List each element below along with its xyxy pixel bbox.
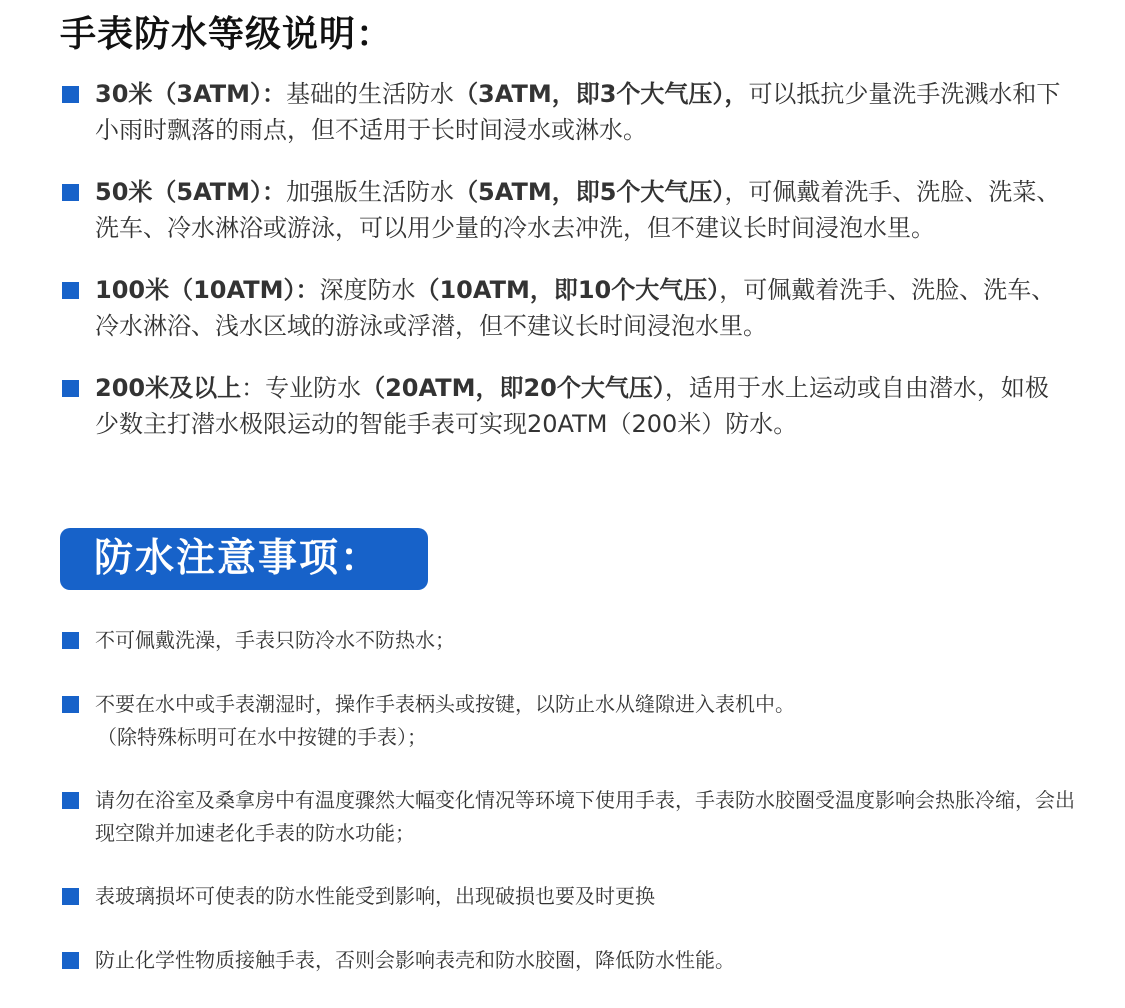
notice-item-temperature: [60, 784, 1080, 850]
square-bullet-icon: [62, 888, 79, 905]
rating-label: 100米（10ATM）：: [95, 276, 320, 304]
square-bullet-icon: [62, 696, 79, 713]
rating-lead: 基础的生活防水: [286, 80, 455, 108]
rating-atm: （5ATM，即5个大气压）: [454, 178, 725, 206]
rating-lead: 加强版生活防水: [286, 178, 455, 206]
rating-atm: （20ATM，即20个大气压）: [361, 374, 665, 402]
rating-atm: （10ATM，即10个大气压）: [415, 276, 720, 304]
notice-text: 不要在水中或手表潮湿时，操作手表柄头或按键，以防止水从缝隙进入表机中。: [95, 692, 795, 716]
rating-text: ，可佩戴着洗手、洗脸、洗车、冷水淋浴、浅水区域的游泳或浮潜，但不建议长时间浸泡水里。: [95, 276, 1056, 340]
rating-text: ，可佩戴着洗手、洗脸、洗菜、洗车、冷水淋浴或游泳，可以用少量的冷水去冲洗，但不建议长时间浸泡水里。: [95, 178, 1061, 242]
rating-text: ，适用于水上运动或自由潜水，如极少数主打潜水极限运动的智能手表可实现20ATM（200米）防水。: [95, 374, 1049, 438]
notice-text: 请勿在浴室及桑拿房中有温度骤然大幅变化情况等环境下使用手表，手表防水胶圈受温度影响会热胀冷缩，会出现空隙并加速老化手表的防水功能；: [95, 788, 1075, 845]
rating-label: 50米（5ATM）：: [95, 178, 287, 206]
rating-atm: （3ATM，即3个大气压），: [454, 80, 749, 108]
rating-lead: ：专业防水: [241, 374, 362, 402]
rating-label: 30米（3ATM）：: [95, 80, 287, 108]
notice-item-chemicals: [60, 944, 1080, 977]
notice-text: 表玻璃损坏可使表的防水性能受到影响，出现破损也要及时更换: [95, 884, 655, 908]
square-bullet-icon: [62, 380, 79, 397]
notice-title-badge: 防水注意事项：: [60, 528, 428, 590]
notice-item-no-buttons: [60, 688, 1080, 754]
notice-item-no-bathing: [60, 624, 1080, 657]
notice-list: [60, 624, 1080, 977]
rating-text: 可以抵抗少量洗手洗溅水和下小雨时飘落的雨点，但不适用于长时间浸水或淋水。: [95, 80, 1061, 144]
rating-label: 200米及以上: [95, 374, 242, 402]
rating-item-200m: [60, 370, 1070, 442]
square-bullet-icon: [62, 184, 79, 201]
rating-lead: 深度防水: [319, 276, 416, 304]
rating-item-50m: [60, 174, 1070, 246]
square-bullet-icon: [62, 952, 79, 969]
square-bullet-icon: [62, 792, 79, 809]
section-title-ratings: 手表防水等级说明：: [60, 14, 394, 55]
ratings-list: [60, 76, 1070, 468]
square-bullet-icon: [62, 282, 79, 299]
notice-text: 不可佩戴洗澡，手表只防冷水不防热水；: [95, 628, 455, 652]
square-bullet-icon: [62, 86, 79, 103]
notice-subtext: （除特殊标明可在水中按键的手表）；: [97, 725, 427, 749]
notice-item-glass: [60, 880, 1080, 913]
rating-item-30m: [60, 76, 1070, 148]
rating-item-100m: [60, 272, 1070, 344]
square-bullet-icon: [62, 632, 79, 649]
notice-text: 防止化学性物质接触手表，否则会影响表壳和防水胶圈，降低防水性能。: [95, 948, 735, 972]
